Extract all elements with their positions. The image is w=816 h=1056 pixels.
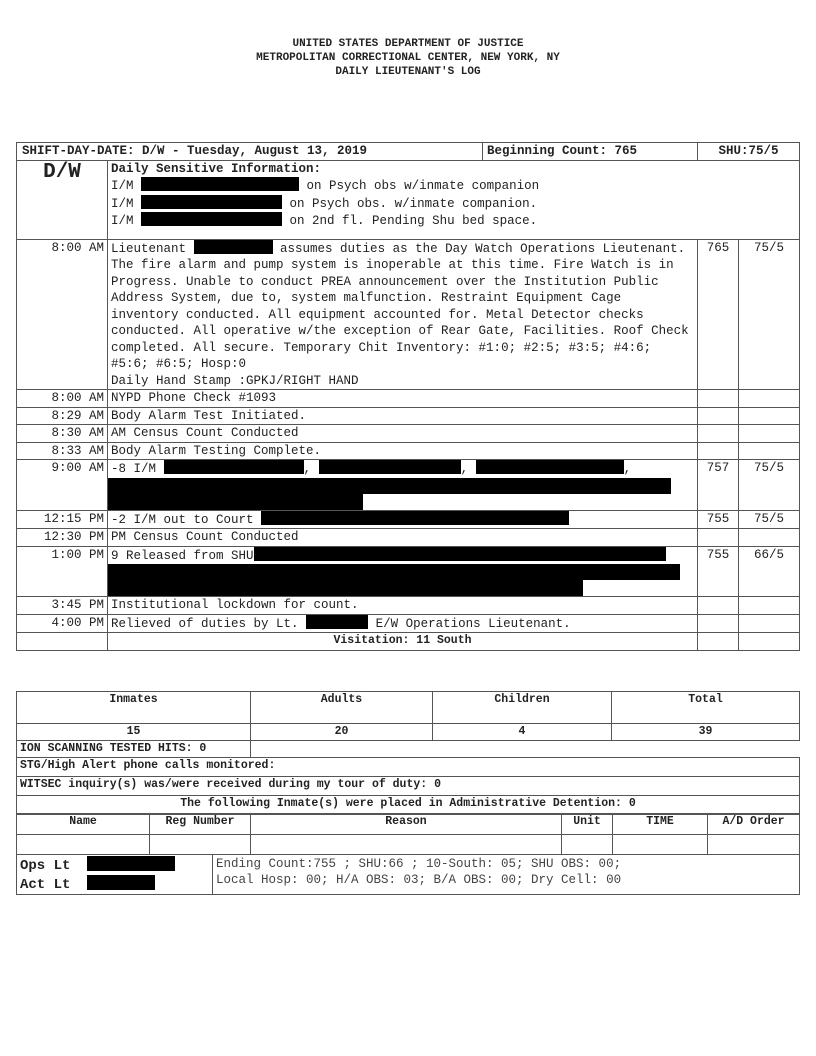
entry-text: PM Census Count Conducted [108, 529, 698, 547]
daily-log-table [16, 142, 800, 651]
detention-unit-header: Unit [562, 814, 613, 835]
department-title: UNITED STATES DEPARTMENT OF JUSTICE [292, 38, 524, 50]
entry-time: 8:33 AM [17, 442, 108, 460]
entry-time: 8:00 AM [17, 239, 108, 390]
shu-count: SHU:75/5 [698, 143, 800, 161]
sensitive-line: I/M on 2nd fl. Pending Shu bed space. [111, 214, 538, 228]
log-title: DAILY LIEUTENANT'S LOG [335, 66, 481, 78]
visitation-total-value: 39 [612, 724, 800, 741]
detention-empty-row [17, 835, 800, 855]
visitation-title: Visitation: 11 South [108, 633, 698, 651]
entry-text: Institutional lockdown for count. [108, 597, 698, 615]
sensitive-line: I/M on Psych obs w/inmate companion [111, 179, 540, 193]
sensitive-title: Daily Sensitive Information: [111, 161, 322, 176]
act-lt-label: Act Lt [20, 877, 71, 893]
log-entry [17, 510, 800, 529]
entry-count: 755 [698, 546, 739, 597]
entry-count: 755 [698, 510, 739, 529]
entry-text: Body Alarm Test Initiated. [108, 407, 698, 425]
stg-calls: STG/High Alert phone calls monitored: [17, 758, 800, 777]
ops-lt-label: Ops Lt [20, 858, 71, 874]
entry-shu: 75/5 [739, 239, 800, 390]
detention-order-header: A/D Order [708, 814, 800, 835]
entry-time: 8:00 AM [17, 390, 108, 408]
log-entry [17, 460, 800, 511]
detention-name-header: Name [17, 814, 150, 835]
log-entry [17, 597, 800, 615]
signatures [17, 855, 213, 895]
visitation-total-header: Total [612, 692, 800, 724]
entry-shu: 75/5 [739, 510, 800, 529]
log-entry [17, 407, 800, 425]
visitation-table [16, 691, 800, 815]
entry-time: 3:45 PM [17, 597, 108, 615]
sensitive-row [17, 160, 800, 239]
beginning-count: Beginning Count: 765 [487, 144, 638, 158]
log-entry [17, 529, 800, 547]
visitation-children-header: Children [433, 692, 612, 724]
sensitive-info [108, 160, 800, 239]
shift-header-row [17, 143, 800, 161]
detention-reason-header: Reason [251, 814, 562, 835]
entry-time: 9:00 AM [17, 460, 108, 511]
visitation-inmates-value: 15 [17, 724, 251, 741]
entry-shu: 66/5 [739, 546, 800, 597]
log-entry [17, 425, 800, 443]
witsec-inquiry: WITSEC inquiry(s) was/were received during my tour of duty: 0 [17, 777, 800, 796]
entry-text: -8 I/M , , , [108, 460, 698, 511]
ending-summary [213, 855, 800, 895]
entry-time: 12:30 PM [17, 529, 108, 547]
visitation-adults-value: 20 [251, 724, 433, 741]
sensitive-line: I/M on Psych obs. w/inmate companion. [111, 196, 538, 211]
entry-count: 765 [698, 239, 739, 390]
entry-text: Lieutenant assumes duties as the Day Watch Operations Lieutenant. The fire alarm and pump system is inoperable at this time. Fire Watch is in Progress. Unable to conduct PREA announcement over the Institution Public Address System, due to, system malfunction. Restraint Equipment Cage inventory conducted. All equipment accounted for. Metal Detector checks conducted. All operative w/the exception of Rear Gate, Facilities. Roof Check completed. All secure. Temporary Chit Inventory: #1:0; #2:5; #3:5; #4:6; #5:6; #6:5; Hosp:0 Daily Hand Stamp :GPKJ/RIGHT HAND [108, 239, 698, 390]
log-entry [17, 546, 800, 597]
entry-time: 4:00 PM [17, 614, 108, 633]
entry-text: 9 Released from SHU [108, 546, 698, 597]
footer-table [16, 854, 800, 895]
document-header [0, 37, 816, 79]
entry-text: AM Census Count Conducted [108, 425, 698, 443]
entry-time: 1:00 PM [17, 546, 108, 597]
facility-title: METROPOLITAN CORRECTIONAL CENTER, NEW YORK, NY [256, 52, 560, 64]
entry-count: 757 [698, 460, 739, 511]
shift-day-date: SHIFT-DAY-DATE: D/W - Tuesday, August 13, 2019 [17, 143, 483, 160]
log-entry [17, 390, 800, 408]
watch-label: D/W [17, 160, 108, 239]
visitation-children-value: 4 [433, 724, 612, 741]
entry-text: Relieved of duties by Lt. E/W Operations Lieutenant. [108, 614, 698, 633]
detention-time-header: TIME [613, 814, 708, 835]
detention-reg-header: Reg Number [150, 814, 251, 835]
detention-table [16, 813, 800, 855]
ending-count-line: Ending Count:755 ; SHU:66 ; 10-South: 05; SHU OBS: 00; [216, 857, 622, 871]
entry-shu: 75/5 [739, 460, 800, 511]
log-entry [17, 442, 800, 460]
visitation-adults-header: Adults [251, 692, 433, 724]
hosp-obs-line: Local Hosp: 00; H/A OBS: 03; B/A OBS: 00; Dry Cell: 00 [216, 873, 622, 887]
log-entry [17, 614, 800, 633]
ion-scanning: ION SCANNING TESTED HITS: 0 [17, 741, 251, 758]
entry-text: Body Alarm Testing Complete. [108, 442, 698, 460]
entry-time: 12:15 PM [17, 510, 108, 529]
admin-detention: The following Inmate(s) were placed in Administrative Detention: 0 [17, 796, 800, 815]
visitation-inmates-header: Inmates [17, 692, 251, 724]
entry-time: 8:29 AM [17, 407, 108, 425]
entry-time: 8:30 AM [17, 425, 108, 443]
entry-text: -2 I/M out to Court [108, 510, 698, 529]
visitation-row [17, 633, 800, 651]
log-entry [17, 239, 800, 390]
entry-text: NYPD Phone Check #1093 [108, 390, 698, 408]
